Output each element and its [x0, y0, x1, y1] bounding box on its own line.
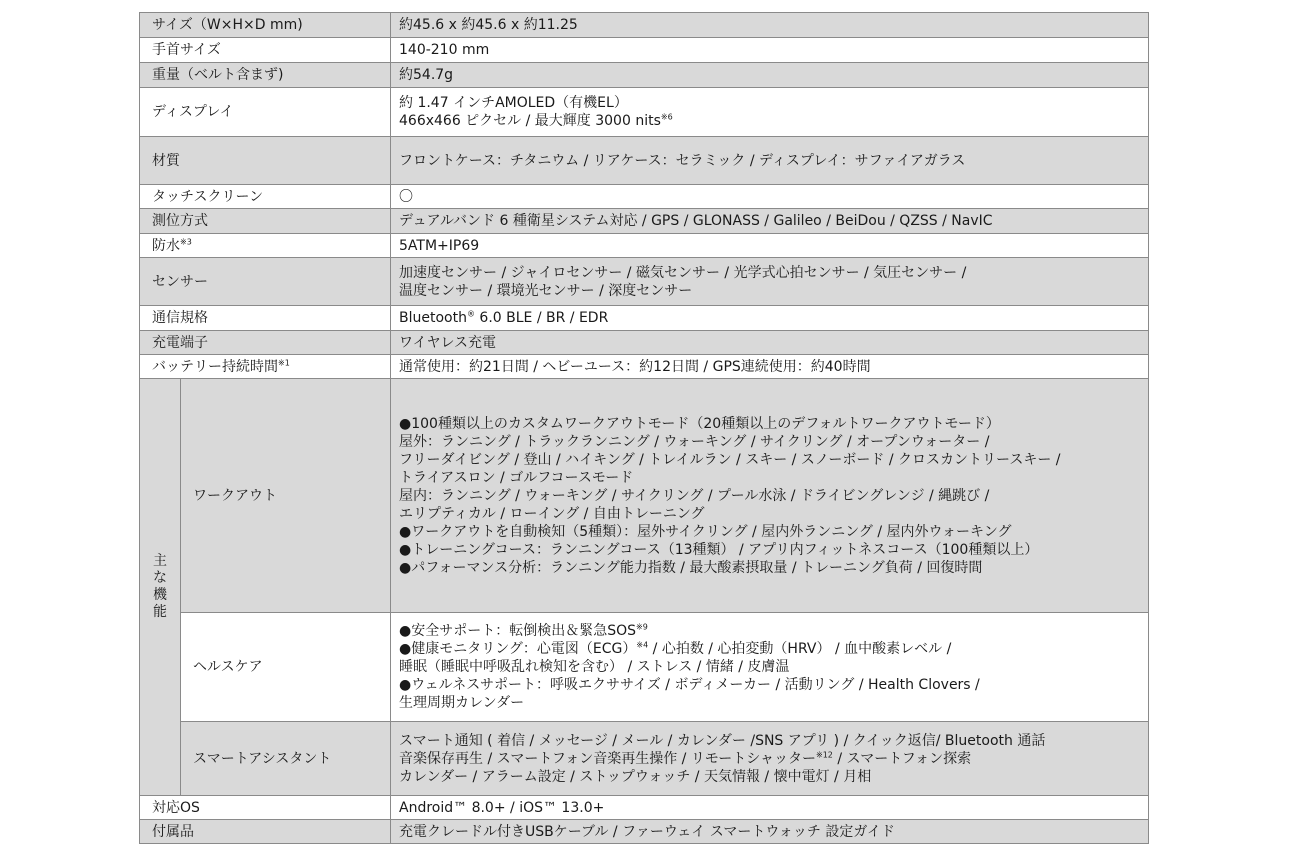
spec-value	[391, 88, 1149, 137]
spec-label: センサー	[140, 258, 391, 306]
spec-label: 手首サイズ	[140, 38, 391, 63]
spec-value-line: 加速度センサー / ジャイロセンサー / 磁気センサー / 光学式心拍センサー / 気圧センサー /	[399, 264, 967, 281]
spec-value: 充電クレードル付きUSBケーブル / ファーウェイ スマートウォッチ 設定ガイド	[391, 820, 1149, 844]
spec-value: 140-210 mm	[391, 38, 1149, 63]
spec-label: サイズ（W×H×D mm)	[140, 13, 391, 38]
spec-row-sensors	[140, 258, 1149, 306]
registered-mark: ®	[466, 309, 475, 319]
spec-label: バッテリー持続時間$^{※1}$	[140, 355, 391, 379]
spec-value: デュアルバンド 6 種衛星システム対応 / GPS / GLONASS / Galileo / BeiDou / QZSS / NavIC	[391, 209, 1149, 234]
footnote-mark: ※4	[636, 640, 649, 650]
spec-row-touchscreen	[140, 185, 1149, 209]
spec-value: 〇	[391, 185, 1149, 209]
spec-row-charging	[140, 331, 1149, 355]
spec-value: Android™ 8.0+ / iOS™ 13.0+	[391, 796, 1149, 820]
spec-value-line: 約 1.47 インチAMOLED（有機EL）	[399, 95, 628, 111]
spec-value: 5ATM+IP69	[391, 234, 1149, 258]
spec-row-connectivity	[140, 306, 1149, 331]
footnote-mark: ※12	[816, 749, 833, 759]
spec-label: 充電端子	[140, 331, 391, 355]
spec-value	[391, 258, 1149, 306]
spec-row-os	[140, 796, 1149, 820]
footnote-mark: ※6	[660, 112, 673, 122]
spec-label: 重量（ベルト含まず)	[140, 63, 391, 88]
spec-value: ●100種類以上のカスタムワークアウトモード（20種類以上のデフォルトワークアウトモード） 屋外：ランニング / トラックランニング / ウォーキング / サイクリング / オープンウォーター / フリーダイビング / 登山 / ハイキング / トレイルラン / スキー / スノーボード / クロスカントリースキー / トライアスロン / ゴルフコースモード 屋内：ランニング / ウォーキング / サイクリング / プール水泳 / ドライビングレンジ / 縄跳び / エリプティカル / ローイング / 自由トレーニング ●ワークアウトを自動検知（5種類）：屋外サイクリング / 屋内外ランニング / 屋内外ウォーキング ●トレーニングコース：ランニングコース（13種類） / アプリ内フィットネスコース（100種類以上） ●パフォーマンス分析：ランニング能力指数 / 最大酸素摂取量 / トレーニング負荷 / 回復時間	[391, 379, 1149, 613]
spec-sublabel: ワークアウト	[181, 379, 391, 613]
spec-sublabel: スマートアシスタント	[181, 722, 391, 796]
spec-row-size	[140, 13, 1149, 38]
spec-row-accessories	[140, 820, 1149, 844]
spec-label: ディスプレイ	[140, 88, 391, 137]
footnote-mark: ※3	[180, 236, 192, 246]
spec-value: フロントケース：チタニウム / リアケース：セラミック / ディスプレイ：サファイアガラス	[391, 137, 1149, 185]
spec-label: 付属品	[140, 820, 391, 844]
spec-row-display	[140, 88, 1149, 137]
spec-table	[139, 12, 1149, 844]
spec-label: 材質	[140, 137, 391, 185]
spec-label: 対応OS	[140, 796, 391, 820]
spec-row-wrist	[140, 38, 1149, 63]
spec-value-line: 温度センサー / 環境光センサー / 深度センサー	[399, 282, 693, 299]
spec-sublabel: ヘルスケア	[181, 613, 391, 722]
spec-label: 測位方式	[140, 209, 391, 234]
spec-value: 約45.6 x 約45.6 x 約11.25	[391, 13, 1149, 38]
spec-value: ワイヤレス充電	[391, 331, 1149, 355]
spec-row-workout	[140, 379, 1149, 613]
spec-row-material	[140, 137, 1149, 185]
spec-value-line: 466x466 ピクセル / 最大輝度 3000 nits$^{※6}$	[399, 112, 673, 129]
spec-row-assistant	[140, 722, 1149, 796]
spec-label: 通信規格	[140, 306, 391, 331]
footnote-mark: ※1	[278, 357, 290, 367]
spec-value: ●安全サポート：転倒検出＆緊急SOS$^{※9}$ ●健康モニタリング：心電図（ECG）$^{※4}$ / 心拍数 / 心拍変動（HRV） / 血中酸素レベル / 睡眠（睡眠中呼吸乱れ検知を含む） / ストレス / 情緒 / 皮膚温 ●ウェルネスサポート：呼吸エクササイズ / ボディメーカー / 活動リング / Health Clovers / 生理周期カレンダー	[391, 613, 1149, 722]
spec-value: スマート通知 ( 着信 / メッセージ / メール / カレンダー /SNS アプリ ) / クイック返信/ Bluetooth 通話 音楽保存再生 / スマートフォン音楽再生操作 / リモートシャッター$^{※12}$ / スマートフォン探索 カレンダー / アラーム設定 / ストップウォッチ / 天気情報 / 懐中電灯 / 月相	[391, 722, 1149, 796]
footnote-mark: ※9	[636, 622, 648, 632]
features-group-label: 主な機能	[140, 379, 181, 796]
spec-label: 防水$^{※3}$	[140, 234, 391, 258]
spec-row-battery	[140, 355, 1149, 379]
spec-value: 通常使用：約21日間 / ヘビーユース：約12日間 / GPS連続使用：約40時間	[391, 355, 1149, 379]
spec-value: Bluetooth® 6.0 BLE / BR / EDR	[391, 306, 1149, 331]
spec-row-health	[140, 613, 1149, 722]
spec-label: タッチスクリーン	[140, 185, 391, 209]
spec-value: 約54.7g	[391, 63, 1149, 88]
spec-row-waterproof	[140, 234, 1149, 258]
spec-row-positioning	[140, 209, 1149, 234]
spec-row-weight	[140, 63, 1149, 88]
